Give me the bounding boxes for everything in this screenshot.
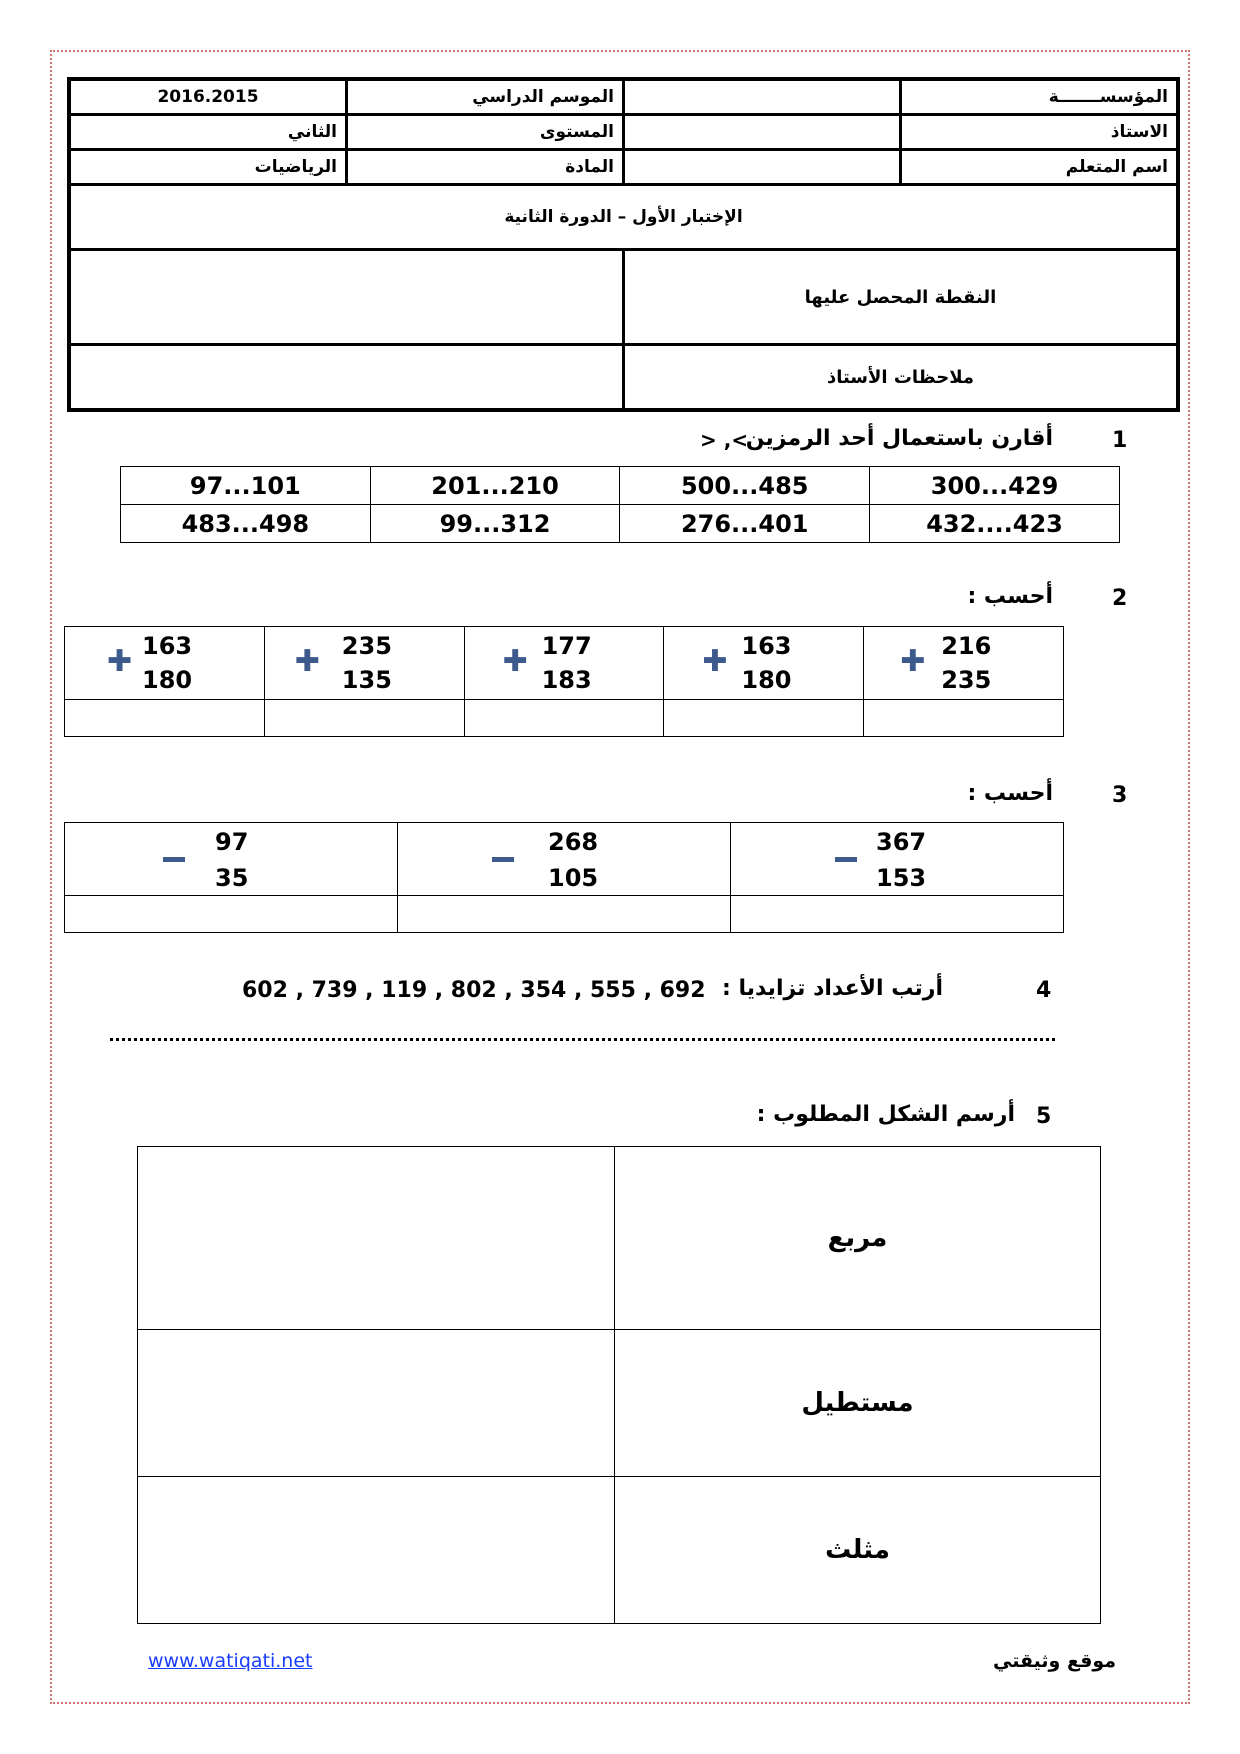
shape-label-square: مربع (615, 1147, 1101, 1330)
q3-number: 3 (1112, 783, 1128, 808)
minus-icon (492, 857, 514, 862)
student-label: اسم المتعلم (900, 150, 1178, 185)
addition-problem (464, 627, 664, 700)
q1-compare-table (120, 466, 1120, 543)
answer-cell[interactable] (864, 700, 1064, 737)
addend-bottom: 180 (142, 666, 193, 694)
compare-cell[interactable]: 300...429 (870, 467, 1120, 505)
header-table (67, 77, 1180, 412)
addend-bottom: 235 (941, 666, 992, 694)
addend-top: 163 (142, 632, 193, 660)
subtraction-problem (731, 823, 1064, 896)
institution-field[interactable] (623, 79, 900, 115)
answer-dotted-line[interactable] (110, 1038, 1055, 1041)
answer-cell[interactable] (398, 896, 731, 933)
notes-label: ملاحظات الأستاذ (623, 345, 1178, 411)
exam-title: الإختبار الأول – الدورة الثانية (69, 185, 1178, 250)
compare-cell[interactable]: 500...485 (620, 467, 870, 505)
subtraction-problem (65, 823, 398, 896)
q2-addition-table (64, 626, 1064, 737)
plus-icon: ✚ (702, 644, 728, 679)
subject-label: المادة (347, 150, 624, 185)
addend-bottom: 180 (741, 666, 792, 694)
q4-number: 4 (1036, 978, 1052, 1003)
shape-label-triangle: مثلث (615, 1477, 1101, 1624)
minus-icon (163, 857, 185, 862)
student-field[interactable] (623, 150, 900, 185)
level-value: الثاني (69, 115, 347, 150)
plus-icon: ✚ (107, 644, 133, 679)
compare-cell[interactable]: 201...210 (370, 467, 620, 505)
level-label: المستوى (347, 115, 624, 150)
answer-cell[interactable] (664, 700, 864, 737)
q5-shapes-table (137, 1146, 1101, 1624)
addition-problem (264, 627, 464, 700)
score-label: النقطة المحصل عليها (623, 250, 1178, 345)
q4-text: أرتب الأعداد تزايديا : (722, 976, 943, 1001)
subtraction-problem (398, 823, 731, 896)
q2-number: 2 (1112, 586, 1128, 611)
q1-number: 1 (1112, 428, 1128, 453)
answer-cell[interactable] (464, 700, 664, 737)
subtrahend: 105 (548, 864, 599, 892)
subtrahend: 35 (215, 864, 249, 892)
drawing-area[interactable] (138, 1147, 615, 1330)
plus-icon: ✚ (900, 644, 926, 679)
answer-cell[interactable] (65, 896, 398, 933)
q2-text: أحسب : (967, 584, 1053, 609)
q1-symbols: > ,< (700, 428, 749, 452)
drawing-area[interactable] (138, 1477, 615, 1624)
answer-cell[interactable] (731, 896, 1064, 933)
institution-label: المؤسســـــــة (900, 79, 1178, 115)
compare-cell[interactable]: 483...498 (121, 505, 371, 543)
footer-link[interactable]: www.watiqati.net (148, 1650, 313, 1672)
answer-cell[interactable] (65, 700, 265, 737)
minuend: 97 (215, 828, 249, 856)
addend-top: 235 (341, 632, 392, 660)
addend-top: 163 (741, 632, 792, 660)
score-field[interactable] (69, 250, 623, 345)
footer-site-name: موقع وثيقتي (993, 1650, 1117, 1672)
plus-icon: ✚ (294, 644, 320, 679)
addition-problem (864, 627, 1064, 700)
subject-value: الرياضيات (69, 150, 347, 185)
addend-bottom: 183 (541, 666, 592, 694)
compare-cell[interactable]: 99...312 (370, 505, 620, 543)
minuend: 367 (876, 828, 927, 856)
q3-text: أحسب : (967, 781, 1053, 806)
drawing-area[interactable] (138, 1330, 615, 1477)
addend-top: 177 (541, 632, 592, 660)
season-value: 2016.2015 (69, 79, 347, 115)
teacher-label: الاستاذ (900, 115, 1178, 150)
q5-number: 5 (1036, 1104, 1052, 1129)
q3-subtraction-table (64, 822, 1064, 933)
q4-numbers: 602 , 739 , 119 , 802 , 354 , 555 , 692 (242, 978, 706, 1003)
notes-field[interactable] (69, 345, 623, 411)
addend-bottom: 135 (341, 666, 392, 694)
addition-problem (65, 627, 265, 700)
q1-text: أقارن باستعمال أحد الرمزين (745, 426, 1053, 451)
q5-text: أرسم الشكل المطلوب : (756, 1102, 1015, 1127)
compare-cell[interactable]: 276...401 (620, 505, 870, 543)
teacher-field[interactable] (623, 115, 900, 150)
season-label: الموسم الدراسي (347, 79, 624, 115)
subtrahend: 153 (876, 864, 927, 892)
answer-cell[interactable] (264, 700, 464, 737)
plus-icon: ✚ (502, 644, 528, 679)
minuend: 268 (548, 828, 599, 856)
minus-icon (835, 857, 857, 862)
shape-label-rectangle: مستطيل (615, 1330, 1101, 1477)
compare-cell[interactable]: 97...101 (121, 467, 371, 505)
addend-top: 216 (941, 632, 992, 660)
addition-problem (664, 627, 864, 700)
compare-cell[interactable]: 432....423 (870, 505, 1120, 543)
